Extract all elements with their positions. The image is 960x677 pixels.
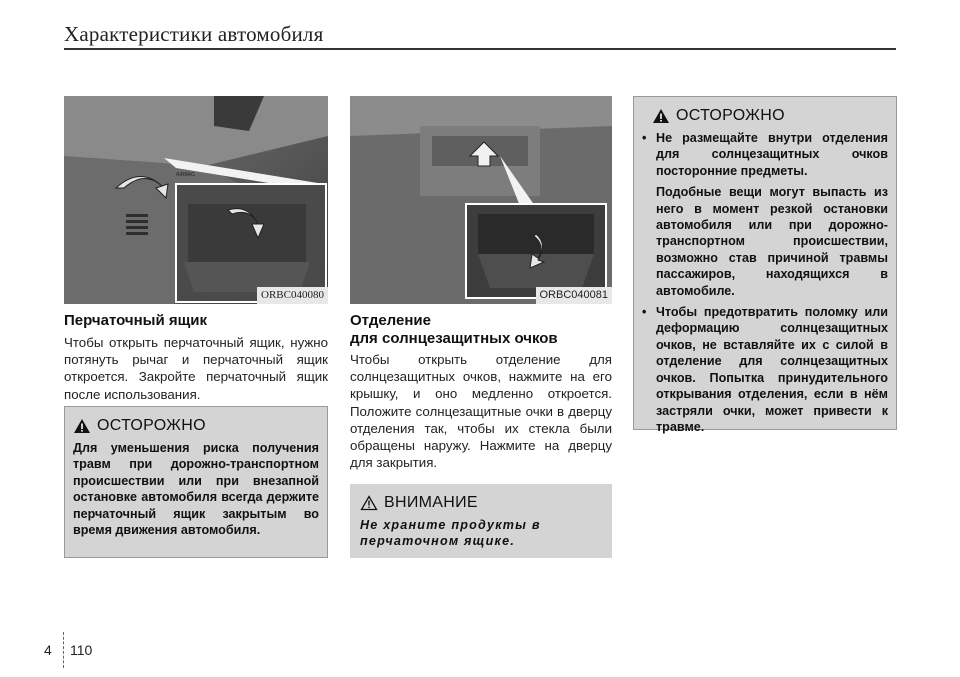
warning-triangle-icon [73,418,91,434]
sunglass-holder-illustration [350,96,612,304]
glovebox-warning-header [73,417,319,435]
page-header-title: Характеристики автомобиля [64,22,324,46]
glovebox-photo-caption: ORBC040080 [257,287,328,304]
caution-triangle-icon [360,495,378,511]
glovebox-photo [64,96,328,304]
sunglass-heading [350,312,612,348]
footer-divider [63,632,64,668]
sunglass-warning-header [652,107,888,125]
warning-triangle-icon [652,108,670,124]
glovebox-warning-text: Для уменьшения риска получения травм при дорожно-транспортном происшествии или при внезапной остановке автомобиля всегда держите перчаточный ящик закрытым во время движения автомобиля. [73,441,319,538]
bullet-icon: • [642,305,647,320]
footer-chapter-number: 4 [44,642,52,658]
notice-box [350,484,612,558]
sunglass-warning-item-2-text: Чтобы предотвратить поломку или деформацию солнцезащитных очков, не вставляйте их с силой в отделение для солнцезащитных очков. Попытка принудительного открывания отделения, если в нём застряли очки, может привести к травме. [656,305,888,434]
svg-text:AIRBAG: AIRBAG [176,172,195,178]
glovebox-warning-title: ОСТОРОЖНО [97,417,206,434]
notice-header [360,494,604,512]
sunglass-heading-line2: для солнцезащитных очков [350,330,558,347]
sunglass-holder-photo [350,96,612,304]
glovebox-body: Чтобы открыть перчаточный ящик, нужно потянуть рычаг и перчаточный ящик откроется. Закройте перчаточный ящик после использования. [64,335,328,402]
notice-text: Не храните продукты в перчаточном ящике. [360,518,541,549]
footer-page-number: 110 [70,642,93,658]
sunglass-warning-list [642,130,888,435]
sunglass-warning-item-2 [642,304,888,435]
sunglass-warning-item-1 [642,130,888,179]
header-rule [64,48,896,50]
glovebox-heading: Перчаточный ящик [64,312,208,329]
glovebox-illustration [64,96,328,304]
notice-title: ВНИМАНИЕ [384,494,478,511]
sunglass-photo-caption: ORBC040081 [536,287,613,304]
glovebox-warning-box [64,406,328,558]
sunglass-body: Чтобы открыть отделение для солнцезащитных очков, нажмите на его крышку, и оно медленно откроется. Положите солнцезащитные очки в дверцу отделения так, чтобы их стекла были обращены наружу. Нажмите на дверцу для закрытия. [350,352,612,471]
sunglass-heading-line1: Отделение [350,312,431,329]
sunglass-warning-title: ОСТОРОЖНО [676,107,785,124]
sunglass-warning-box [633,96,897,434]
sunglass-warning-item-1-text: Не размещайте внутри отделения для солнцезащитных очков посторонние предметы. [656,131,888,178]
sunglass-warning-item-1-extra: Подобные вещи могут выпасть из него в момент резкой остановки автомобиля или при дорожно-транспортном происшествии, возможно став причиной травмы пассажиров, находящихся в автомобиле. [656,185,888,298]
bullet-icon: • [642,131,647,145]
